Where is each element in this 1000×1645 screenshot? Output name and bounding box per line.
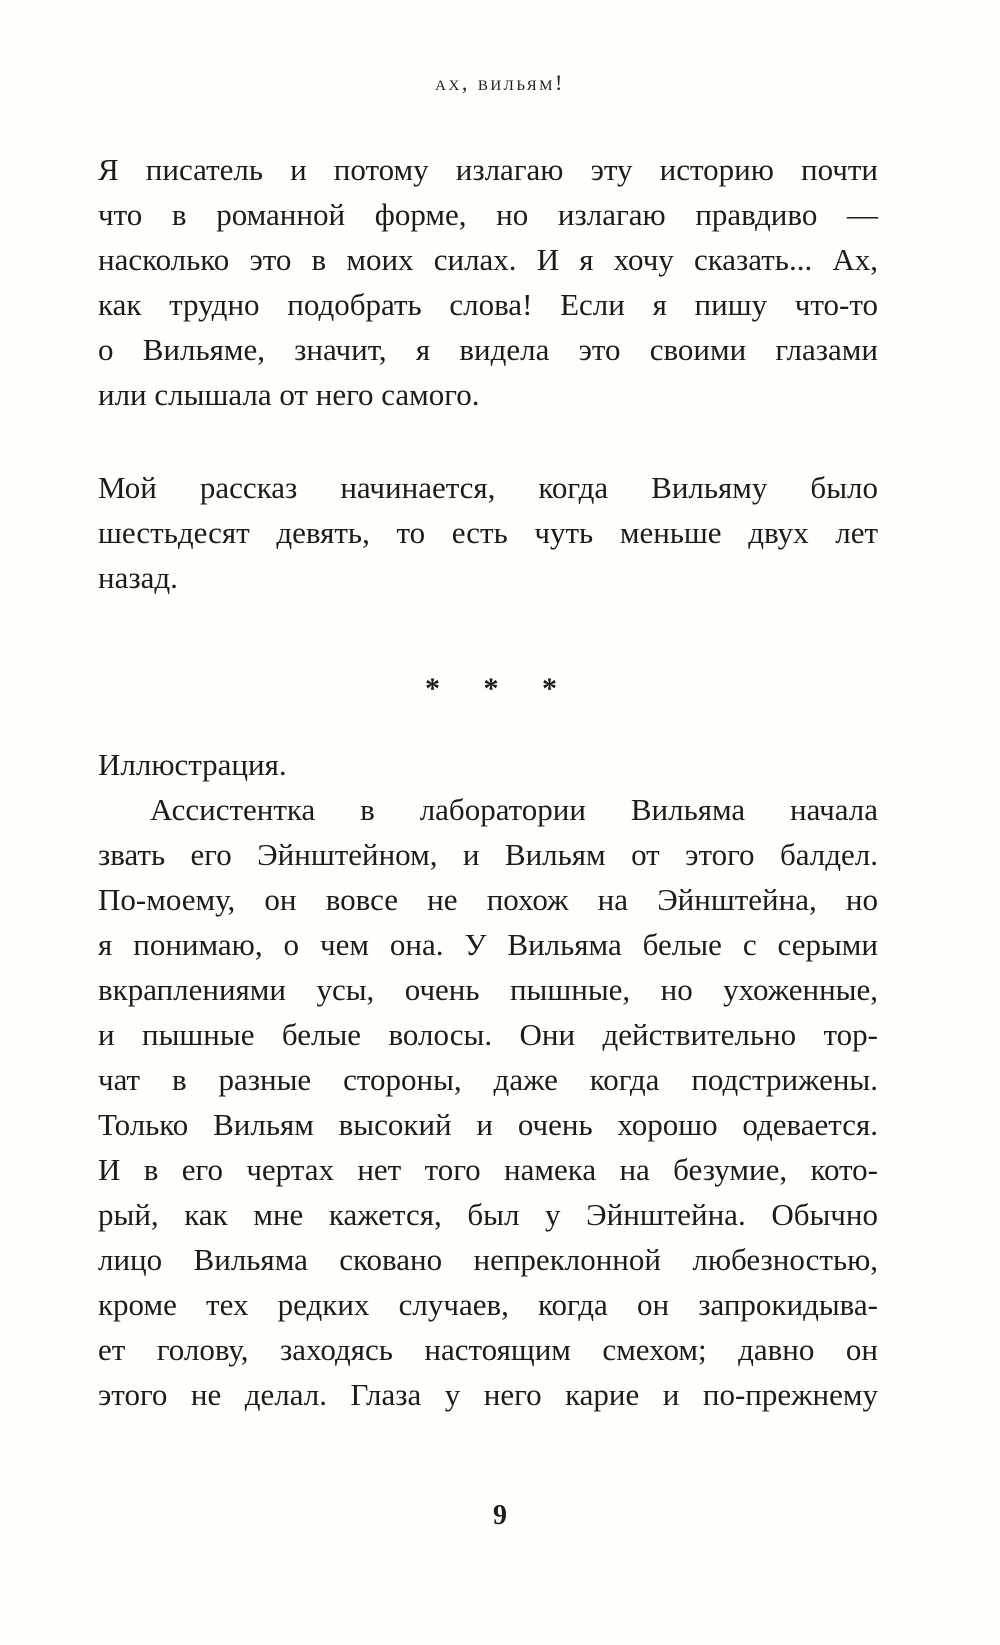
paragraph-3-line: вкраплениями усы, очень пышные, но ухоженные, xyxy=(98,972,878,1007)
paragraph-3-line: лицо Вильяма сковано непреклонной любезностью, xyxy=(98,1242,878,1277)
paragraph-2-line: шестьдесят девять, то есть чуть меньше двух лет xyxy=(98,515,878,550)
paragraph-3-line: Только Вильям высокий и очень хорошо одевается. xyxy=(98,1107,878,1142)
paragraph-1-line: что в романной форме, но излагаю правдиво — xyxy=(98,197,878,232)
paragraph-1-line: Я писатель и потому излагаю эту историю почти xyxy=(98,152,878,187)
paragraph-3-line: чат в разные стороны, даже когда подстрижены. xyxy=(98,1062,878,1097)
running-head: ах, вильям! xyxy=(435,70,565,95)
paragraph-3-line: и пышные белые волосы. Они действительно тор- xyxy=(98,1017,878,1052)
paragraph-1-line: или слышала от него самого. xyxy=(98,377,480,412)
paragraph-3-line: кроме тех редких случаев, когда он запрокидыва- xyxy=(98,1287,878,1322)
paragraph-3-line: И в его чертах нет того намека на безумие, кото- xyxy=(98,1152,878,1187)
paragraph-3-line: рый, как мне кажется, был у Эйнштейна. Обычно xyxy=(98,1197,878,1232)
paragraph-3-line: По-моему, он вовсе не похож на Эйнштейна, но xyxy=(98,882,878,917)
paragraph-3-line: ет голову, заходясь настоящим смехом; давно он xyxy=(98,1332,878,1367)
paragraph-3-line: Ассистентка в лаборатории Вильяма начала xyxy=(150,792,878,827)
section-title: Иллюстрация. xyxy=(98,747,287,782)
paragraph-1-line: как трудно подобрать слова! Если я пишу что-то xyxy=(98,287,878,322)
paragraph-3-line: звать его Эйнштейном, и Вильям от этого балдел. xyxy=(98,837,878,872)
paragraph-1-line: о Вильяме, значит, я видела это своими глазами xyxy=(98,332,878,367)
section-separator: * * * xyxy=(425,672,575,705)
paragraph-3-line: этого не делал. Глаза у него карие и по-прежнему xyxy=(98,1377,878,1412)
paragraph-2-line: Мой рассказ начинается, когда Вильяму было xyxy=(98,470,878,505)
paragraph-1-line: насколько это в моих силах. И я хочу сказать... Ах, xyxy=(98,242,878,277)
paragraph-2-line: назад. xyxy=(98,560,178,595)
paragraph-3-line: я понимаю, о чем она. У Вильяма белые с серыми xyxy=(98,927,878,962)
page-number: 9 xyxy=(493,1500,507,1531)
